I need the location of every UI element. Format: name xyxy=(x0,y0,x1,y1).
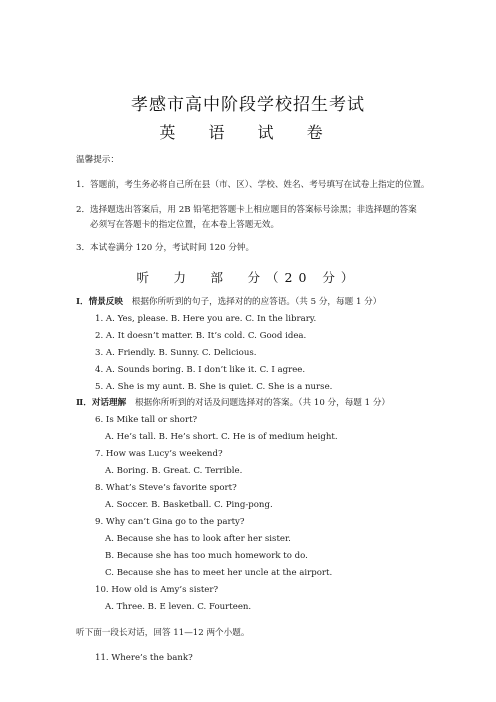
tip-item-1: 1．答题前，考生务必将自己所在县（市、区）、学校、姓名、考号填写在试卷上指定的位置。 xyxy=(76,180,430,190)
part2-instruction: 根据你所听到的对话及问题选择对的答案。（共 10 分，每题 1 分） xyxy=(134,398,391,408)
part2-header xyxy=(76,398,390,409)
tip-item-2: 2．选择题选出答案后，用 2B 铅笔把答题卡上相应题目的答案标号涂黑；非选择题的答案 xyxy=(76,205,417,215)
question-9-option-b: B. Because she has too much homework to do. xyxy=(105,551,308,561)
question-2: 2. A. It doesn’t matter. B. It’s cold. C. Good idea. xyxy=(95,331,307,341)
tips-label: 温馨提示： xyxy=(76,155,119,165)
part1-header xyxy=(76,297,381,308)
question-3: 3. A. Friendly. B. Sunny. C. Delicious. xyxy=(95,348,257,358)
question-9-option-a: A. Because she has to look after her sister. xyxy=(105,534,291,544)
question-7-options: A. Boring. B. Great. C. Terrible. xyxy=(105,466,243,476)
question-10-options: A. Three. B. E leven. C. Fourteen. xyxy=(105,602,252,612)
question-4: 4. A. Sounds boring. B. I don’t like it. C. I agree. xyxy=(95,365,306,375)
part3-instruction: 听下面一段长对话，回答 11—12 两个小题。 xyxy=(76,628,250,638)
part1-instruction: 根据你所听到的句子，选择对的的应答语。（共 5 分，每题 1 分） xyxy=(131,297,382,307)
question-8-options: A. Soccer. B. Basketball. C. Ping-pong. xyxy=(105,500,273,510)
question-8: 8. What’s Steve’s favorite sport? xyxy=(95,483,237,493)
tip-item-3: 3．本试卷满分 120 分，考试时间 120 分钟。 xyxy=(76,243,255,253)
question-6-options: A. He’s tall. B. He’s short. C. He is of medium height. xyxy=(105,432,338,442)
question-5: 5. A. She is my aunt. B. She is quiet. C. She is a nurse. xyxy=(95,382,333,392)
part1-heading: I．情景反映 xyxy=(76,297,123,307)
listening-section-title: 听 力 部 分（20 分） xyxy=(136,270,360,285)
tip-item-2-cont: 必须写在答题卡的指定位置，在本卷上答题无效。 xyxy=(90,220,280,230)
exam-title: 孝感市高中阶段学校招生考试 xyxy=(131,95,365,115)
exam-subtitle: 英 语 试 卷 xyxy=(159,123,337,142)
question-6: 6. Is Mike tall or short? xyxy=(95,415,198,425)
question-9: 9. Why can’t Gina go to the party? xyxy=(95,517,245,527)
question-9-option-c: C. Because she has to meet her uncle at the airport. xyxy=(105,568,333,578)
question-1: 1. A. Yes, please. B. Here you are. C. In the library. xyxy=(95,314,317,324)
question-7: 7. How was Lucy’s weekend? xyxy=(95,449,223,459)
part2-heading: Ⅱ．对话理解 xyxy=(76,398,127,408)
question-10: 10. How old is Amy’s sister? xyxy=(95,585,219,595)
question-11: 11. Where’s the bank? xyxy=(95,653,193,663)
